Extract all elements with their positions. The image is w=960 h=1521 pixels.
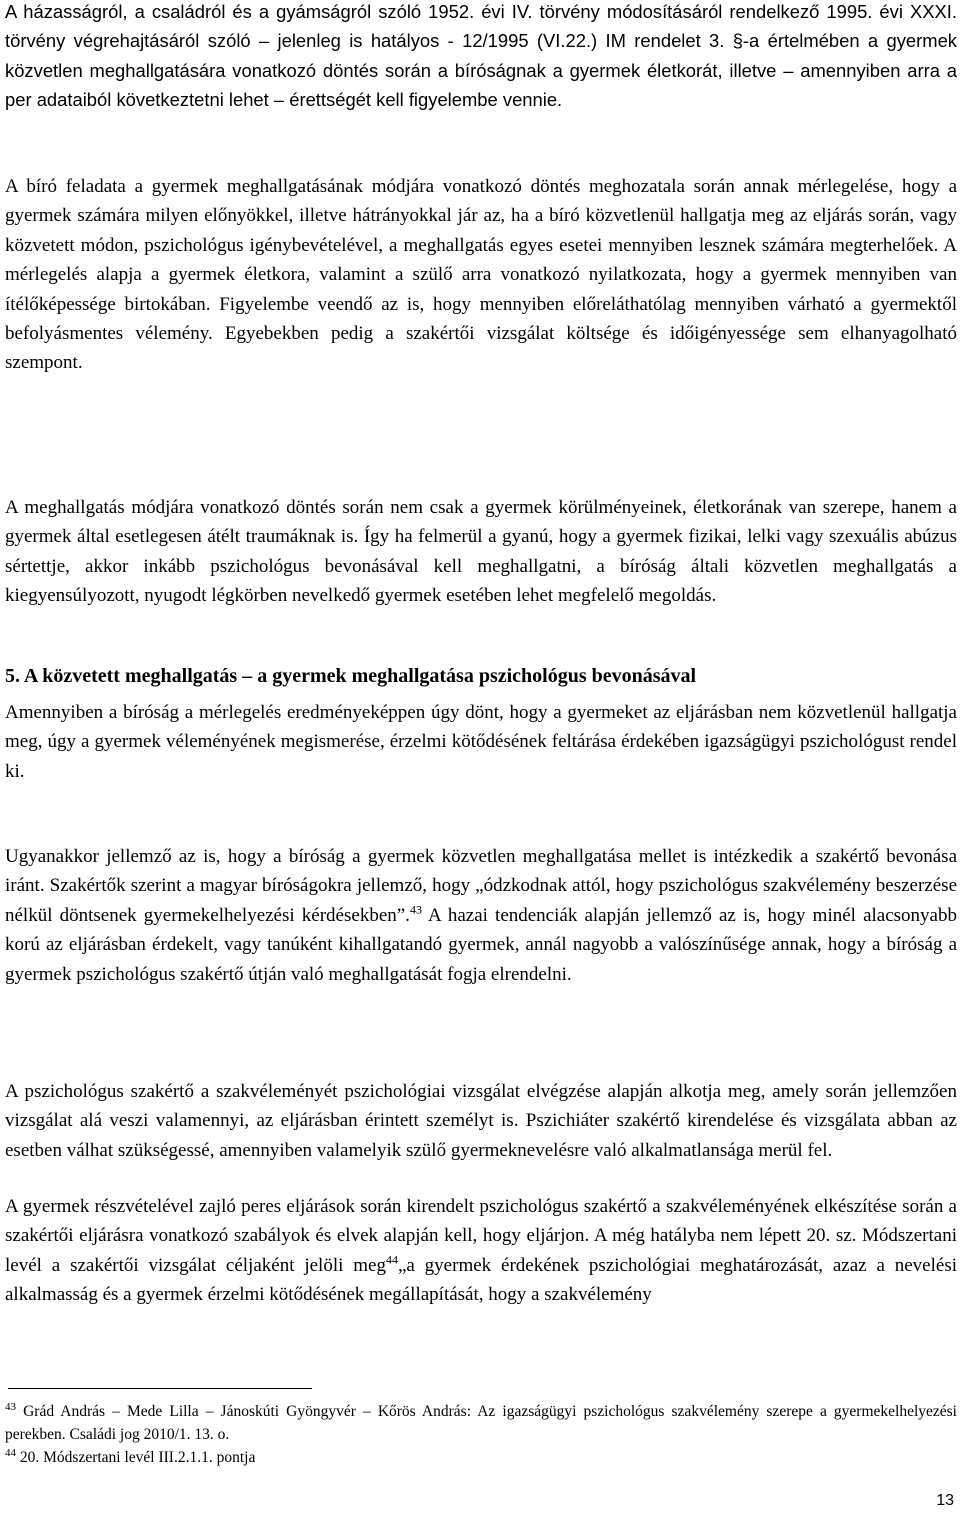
footnotes: [5, 1400, 957, 1469]
paragraph-6: A pszichológus szakértő a szakvéleményét pszichológiai vizsgálat elvégzése alapján alkotja meg, amely során jellemzően vizsgálat alá veszi valamennyi, az eljárásban érintett személyt is. Pszichiáter szakértő kirendelése és vizsgálata abban az esetben válhat szükségessé, amennyiben valamelyik szülő gyermeknevelésre való alkalmatlansága merül fel.: [5, 1081, 957, 1161]
section-heading: 5. A közvetett meghallgatás – a gyermek meghallgatása pszichológus bevonásával: [5, 665, 697, 687]
footnote-43: [5, 1400, 957, 1446]
footnote-number: 43: [5, 1400, 16, 1413]
footnote-divider: [8, 1388, 312, 1389]
paragraph-3: A meghallgatás módjára vonatkozó döntés során nem csak a gyermek körülményeinek, életkorának van szerepe, hanem a gyermek által esetlegesen átélt traumáknak is. Így ha felmerül a gyanú, hogy a gyermek fizikai, lelki vagy szexuális abúzus sértettje, akkor inkább pszichológus bevonásával kell meghallgatni, a bíróság általi közvetlen meghallgatás a kiegyensúlyozott, nyugodt légkörben nevelkedő gyermek esetében lehet megfelelő megoldás.: [5, 497, 957, 607]
footnote-number: 44: [5, 1446, 16, 1459]
paragraph-2: A bíró feladata a gyermek meghallgatásának módjára vonatkozó döntés meghozatala során annak mérlegelése, hogy a gyermek számára milyen előnyökkel, illetve hátrányokkal jár az, ha a bíró közvetlenül hallgatja meg az eljárás során, vagy közvetett módon, pszichológus igénybevételével, a meghallgatás egyes esetei mennyiben lesznek számára megterhelőek. A mérlegelés alapja a gyermek életkora, valamint a szülő arra vonatkozó nyilatkozata, hogy a gyermek mennyiben van ítélőképessége birtokában. Figyelembe veendő az is, hogy mennyiben előreláthatólag mennyiben várható a gyermektől befolyásmentes vélemény. Egyebekben pedig a szakértői vizsgálat költsége és időigényessége sem elhanyagolható szempont.: [5, 176, 957, 374]
paragraph-1: A házasságról, a családról és a gyámságról szóló 1952. évi IV. törvény módosításáról rendelkező 1995. évi XXXI. törvény végrehajtásáról szóló – jelenleg is hatályos - 12/1995 (VI.22.) IM rendelet 3. §-a értelmében a gyermek közvetlen meghallgatására vonatkozó döntés során a bíróságnak a gyermek életkorát, illetve – amennyiben arra a per adataiból következtetni lehet – érettségét kell figyelembe vennie.: [5, 1, 957, 111]
paragraph-5-text-a: Ugyanakkor jellemző az is, hogy a bíróság a gyermek közvetlen meghallgatása mellet is intézkedik a szakértő bevonása iránt. Szakértők szerint a magyar bíróságokra jellemző, hogy „ódzkodnak attól, hogy pszichológus szakvélemény beszerzése nélkül döntsenek gyermekelhelyezési kérdésekben”.: [5, 846, 957, 926]
paragraph-7-text-b: „a gyermek érdekének pszichológiai meghatározását, azaz a nevelési alkalmasság és a gyermek érzelmi kötődésének megállapítását, hogy a szakvélemény: [5, 1254, 957, 1306]
footnote-ref-43[interactable]: 43: [409, 902, 422, 917]
page-number: 13: [936, 1492, 954, 1509]
paragraph-5-text-b: A hazai tendenciák alapján jellemző az is, hogy minél alacsonyabb korú az eljárásban érdekelt, vagy tanúként kihallgatandó gyermek, annál nagyobb a valószínűsége annak, hogy a bíróság a gyermek pszichológus szakértő útján való meghallgatását fogja elrendelni.: [5, 904, 957, 985]
footnote-ref-44[interactable]: 44: [385, 1252, 398, 1267]
footnote-44: [5, 1446, 957, 1469]
paragraph-7: [5, 1192, 957, 1310]
footnote-text: 20. Módszertani levél III.2.1.1. pontja: [16, 1449, 256, 1466]
footnote-text: Grád András – Mede Lilla – Jánoskúti Gyöngyvér – Kőrös András: Az igazságügyi pszichológus szakvélemény szerepe a gyermekelhelyezési perekben. Családi jog 2010/1. 13. o.: [5, 1403, 957, 1443]
paragraph-4: Amennyiben a bíróság a mérlegelés eredményeképpen úgy dönt, hogy a gyermeket az eljárásban nem közvetlenül hallgatja meg, úgy a gyermek véleményének megismerése, érzelmi kötődésének feltárása érdekében igazságügyi pszichológust rendel ki.: [5, 702, 957, 782]
paragraph-5: [5, 842, 957, 989]
paragraph-7-text-a: A gyermek részvételével zajló peres eljárások során kirendelt pszichológus szakértő a szakvéleményének elkészítése során a szakértői eljárásra vonatkozó szabályok és elvek alapján kell, hogy eljárjon. A még hatályba nem lépett 20. sz. Módszertani levél a szakértői vizsgálat céljaként jelöli meg: [5, 1196, 957, 1276]
